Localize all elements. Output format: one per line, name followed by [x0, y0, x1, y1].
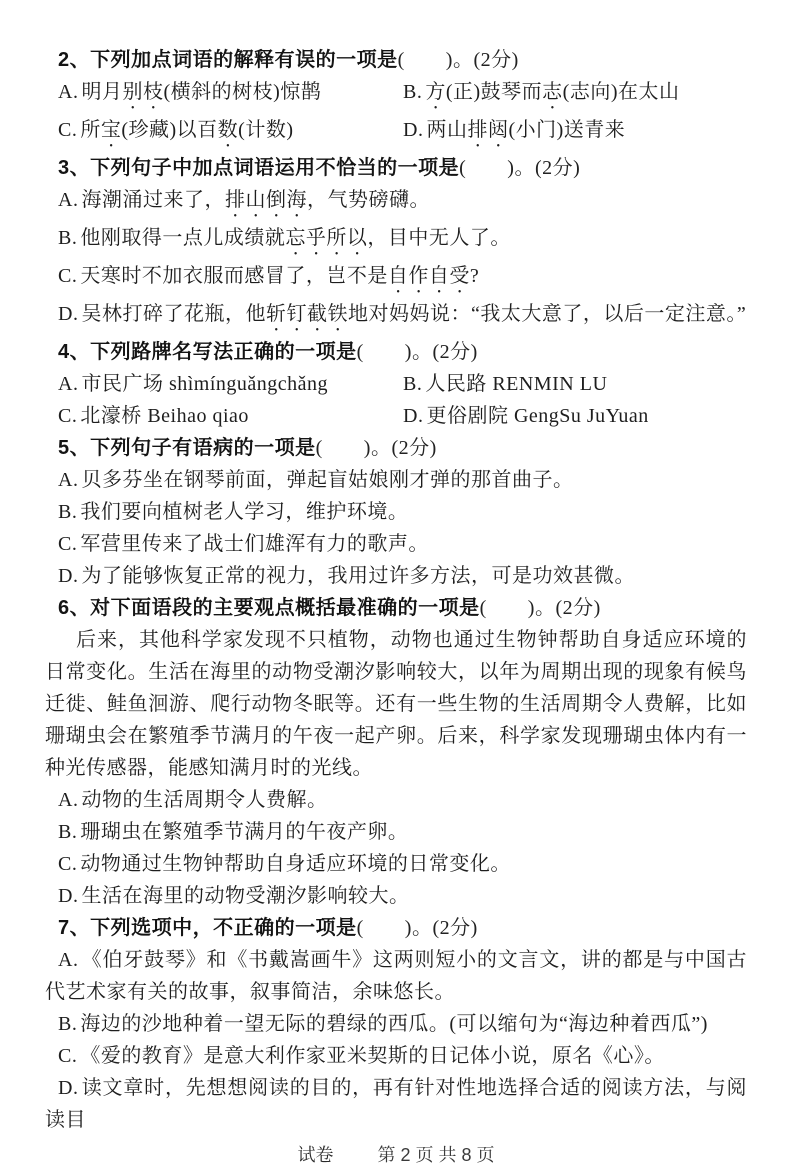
question-5-stem [45, 432, 747, 464]
option-label: A. [58, 469, 79, 491]
option-label: D. [58, 1077, 79, 1099]
q5-option-d: D. 为了能够恢复正常的视力，我用过许多方法，可是功效甚微。 [58, 565, 635, 587]
option-label: A. [58, 373, 79, 395]
question-2-options-row-1 [45, 76, 747, 114]
question-score: ( )。(2分) [397, 49, 519, 71]
option-label: A. [58, 81, 79, 103]
question-number: 4、 [58, 341, 91, 363]
question-7-stem [45, 912, 747, 944]
question-score: ( )。(2分) [479, 597, 601, 619]
q2-option-c: C. 所宝(珍藏)以百数(计数) [58, 119, 294, 141]
question-score: ( )。(2分) [356, 341, 478, 363]
option-label: B. [403, 81, 423, 103]
question-7 [45, 912, 747, 1136]
question-4 [45, 336, 747, 432]
question-6-stem [45, 592, 747, 624]
question-4-options-row-1 [45, 368, 747, 400]
option-label: D. [58, 885, 79, 907]
q5-option-b: B. 我们要向植树老人学习，维护环境。 [58, 501, 409, 523]
option-label: C. [58, 853, 78, 875]
question-stem-text: 下列选项中，不正确的一项是 [90, 917, 357, 939]
question-number: 5、 [58, 437, 91, 459]
q4-option-c: C. 北濠桥 Beihao qiao [58, 405, 249, 427]
question-3 [45, 152, 747, 336]
option-label: B. [403, 373, 423, 395]
option-label: A. [58, 949, 79, 971]
question-score: ( )。(2分) [356, 917, 478, 939]
question-3-stem [45, 152, 747, 184]
question-stem-text: 下列加点词语的解释有误的一项是 [90, 49, 398, 71]
q3-option-d: D. 吴林打碎了花瓶，他斩钉截铁地对妈妈说：“我太大意了，以后一定注意。” [58, 303, 747, 325]
question-score: ( )。(2分) [315, 437, 437, 459]
q7-option-b: B. 海边的沙地种着一望无际的碧绿的西瓜。(可以缩句为“海边种着西瓜”) [58, 1013, 708, 1035]
q7-option-c: C. 《爱的教育》是意大利作家亚米契斯的日记体小说，原名《心》。 [58, 1045, 665, 1067]
q6-option-b: B. 珊瑚虫在繁殖季节满月的午夜产卵。 [58, 821, 409, 843]
question-2-stem [45, 44, 747, 76]
question-6-passage: 后来，其他科学家发现不只植物，动物也通过生物钟帮助自身适应环境的日常变化。生活在海里的动物受潮汐影响较大，以年为周期出现的现象有候鸟迁徙、鲑鱼洄游、爬行动物冬眠等。还有一些生物的生活周期令人费解，比如珊瑚虫会在繁殖季节满月的午夜一起产卵。后来，科学家发现珊瑚虫体内有一种光传感器，能感知满月时的光线。 [45, 629, 747, 779]
option-label: A. [58, 189, 79, 211]
footer-paper-label: 试卷 [297, 1145, 334, 1165]
question-4-options-row-2 [45, 400, 747, 432]
footer-page-number: 第 2 页 共 8 页 [377, 1145, 495, 1165]
q7-option-a: A. 《伯牙鼓琴》和《书戴嵩画牛》这两则短小的文言文，讲的都是与中国古代艺术家有关的故事，叙事简洁，余味悠长。 [45, 949, 747, 1003]
option-label: D. [403, 405, 424, 427]
option-label: B. [58, 1013, 78, 1035]
q6-option-d: D. 生活在海里的动物受潮汐影响较大。 [58, 885, 410, 907]
question-5 [45, 432, 747, 592]
option-label: B. [58, 227, 78, 249]
q2-option-b: B. 方(正)鼓琴而志(志向)在太山 [403, 81, 680, 103]
question-number: 3、 [58, 157, 91, 179]
option-label: C. [58, 533, 78, 555]
option-label: A. [58, 789, 79, 811]
q4-option-b: B. 人民路 RENMIN LU [403, 373, 608, 395]
q4-option-a: A. 市民广场 shìmínguǎngchǎng [58, 373, 329, 395]
q6-option-c: C. 动物通过生物钟帮助自身适应环境的日常变化。 [58, 853, 511, 875]
q5-option-a: A. 贝多芬坐在钢琴前面，弹起盲姑娘刚才弹的那首曲子。 [58, 469, 574, 491]
question-stem-text: 对下面语段的主要观点概括最准确的一项是 [90, 597, 480, 619]
q2-option-a: A. 明月别枝(横斜的树枝)惊鹊 [58, 81, 322, 103]
question-score: ( )。(2分) [459, 157, 581, 179]
question-2-options-row-2 [45, 114, 747, 152]
question-number: 2、 [58, 49, 91, 71]
q7-option-d: D. 读文章时，先想想阅读的目的，再有针对性地选择合适的阅读方法，与阅读目 [45, 1077, 747, 1131]
q4-option-d: D. 更俗剧院 GengSu JuYuan [403, 405, 649, 427]
q3-option-c: C. 天寒时不加衣服而感冒了，岂不是自作自受? [58, 265, 480, 287]
option-label: D. [58, 565, 79, 587]
question-4-stem [45, 336, 747, 368]
page-footer [45, 1140, 747, 1170]
option-label: B. [58, 821, 78, 843]
option-label: C. [58, 1045, 78, 1067]
q3-option-a: A. 海潮涌过来了，排山倒海，气势磅礴。 [58, 189, 430, 211]
q5-option-c: C. 军营里传来了战士们雄浑有力的歌声。 [58, 533, 429, 555]
question-number: 6、 [58, 597, 91, 619]
option-label: D. [403, 119, 424, 141]
question-stem-text: 下列路牌名写法正确的一项是 [90, 341, 357, 363]
option-label: C. [58, 405, 78, 427]
q2-option-d: D. 两山排闼(小门)送青来 [403, 119, 626, 141]
option-label: B. [58, 501, 78, 523]
question-2 [45, 44, 747, 152]
q3-option-b: B. 他刚取得一点儿成绩就忘乎所以，目中无人了。 [58, 227, 511, 249]
question-number: 7、 [58, 917, 91, 939]
q6-option-a: A. 动物的生活周期令人费解。 [58, 789, 328, 811]
option-label: C. [58, 119, 78, 141]
question-6 [45, 592, 747, 912]
question-stem-text: 下列句子有语病的一项是 [90, 437, 316, 459]
option-label: C. [58, 265, 78, 287]
question-stem-text: 下列句子中加点词语运用不恰当的一项是 [90, 157, 460, 179]
option-label: D. [58, 303, 79, 325]
